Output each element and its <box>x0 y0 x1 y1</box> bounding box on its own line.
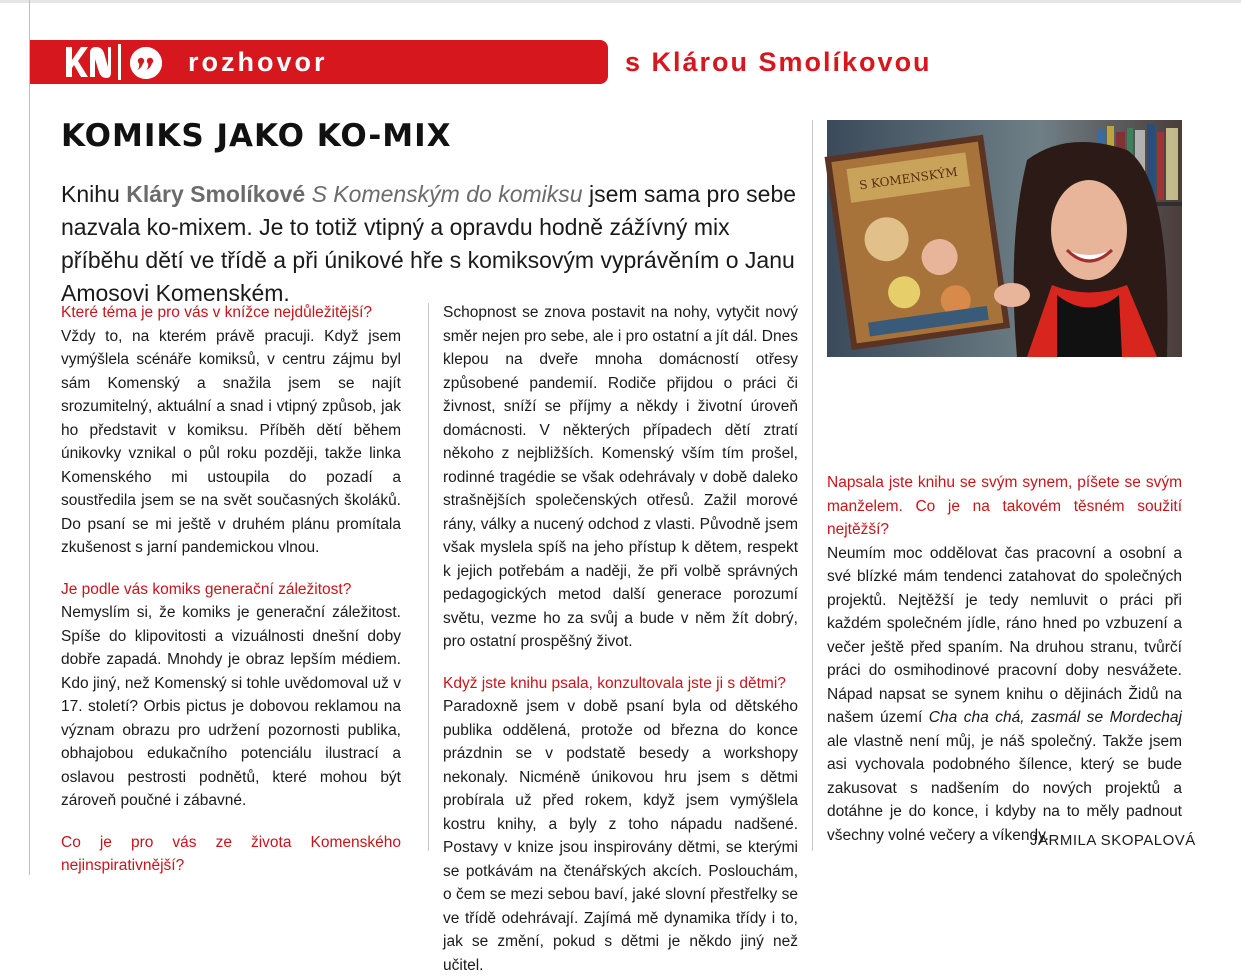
column-rule <box>812 120 813 851</box>
article-column-2 <box>443 301 798 974</box>
article-column-3 <box>827 377 1182 847</box>
continued-spacer <box>827 377 1182 453</box>
book-title: S Komenským do komiksu <box>311 181 583 207</box>
logo-separator <box>118 44 121 80</box>
interview-answer: Vždy to, na kterém právě pracuji. Když jsem vymýšlela scénáře komiksů, v centru zájmu byl sám Komenský a snažila jsem se najít srozumitelný, aktuální a snad i vtipný způsob, jak ho představit v komiksu. Příběh dětí během únikovky vznikal o půl roku později, takže linka Komenského mi ustoupila do pozadí a soustředila jsem se na svět současných školáků. Do psaní se mi ještě v druhém plánu promítala zkušenost s jarní pandemickou vlnou. <box>61 327 401 556</box>
column-rule <box>428 303 429 851</box>
article-headline: KOMIKS JAKO KO-MIX <box>61 118 452 154</box>
book-title: Cha cha chá, zasmál se Mordechaj <box>928 709 1182 726</box>
interview-answer: Neumím moc oddělovat čas pracovní a osobní a své blízké mám tendenci zatahovat do společných projektů. Nejtěžší je tedy nemluvit o práci při každém společném jídle, ráno hned po vzbuzení a večer ještě před spaním. Na druhou stranu, tvůrčí práci do osmihodinové pracovní doby nesvážete. Nápad napsat se synem knihu o dějinách Židů na našem území Cha cha chá, zasmál se Mordechaj ale vlastně není můj, je náš společný. Takže jsem asi vychovala podobného šílence, který se bude zakusovat s nadšením do nových projektů a dotáhne je do konce, i kdyby na to měly padnout všechny volné večery a víkendy. <box>827 544 1182 844</box>
page-gutter-rule <box>29 0 30 875</box>
article-lead: Knihu Kláry Smolíkové S Komenským do komiksu jsem sama pro sebe nazvala ko-mixem. Je to totiž vtipný a opravdu hodně zážívný mix příběhu dětí ve třídě a při únikové hře s komiksovým vyprávěním o Janu Amosovi Komenském. <box>61 181 797 306</box>
interview-partner: s Klárou Smolíkovou <box>625 47 932 77</box>
interview-question: Napsala jste knihu se svým synem, píšete se svým manželem. Co je na takovém těsném soužití nejtěžší? <box>827 474 1182 538</box>
quote-icon <box>130 47 162 79</box>
svg-text:S KOMENSKÝM: S KOMENSKÝM <box>858 164 959 193</box>
interview-question: Když jste knihu psala, konzultovala jste ji s dětmi? <box>443 674 786 692</box>
interview-answer: Nemyslím si, že komiks je generační záležitost. Spíše do klipovitosti a vizuálnosti dnešní doby dobře zapadá. Mnohdy je obraz lepším médiem. Kdo jiný, než Komenský si tohle uvědomoval už v 17. století? Orbis pictus je dobovou reklamou na význam obrazu pro udržení pozornosti publika, obhajobou edukačního potenciálu ilustrací a oslavou pestrosti podnětů, které mohou být zároveň poučné i zábavné. <box>61 604 401 809</box>
top-rule <box>0 0 1241 3</box>
section-label: rozhovor <box>188 47 328 77</box>
interview-answer: Schopnost se znova postavit na nohy, vytyčit nový směr nejen pro sebe, ale i pro ostatní a jít dál. Dnes klepou na dveře mnoha domácností otřesy způsobené pandemií. Rodiče přijdou o práci či živnost, sníží se příjmy a někdy i životní úroveň domácnosti. V některých případech dětí ztratí někoho z nejbližších. Komenský vším tím prošel, rodinné tragédie se však odehrávaly v době daleko strašnějších společenských otřesů. Zažil morové rány, války a nucený odchod z vlasti. Původně jsem však myslela spíš na jeho přístup k dětem, respekt k jejich potřebám a naději, že při volbě správných pedagogických metod další generace porozumí světu, vezme ho za svůj a bude v něm žít dobrý, pro ostatní prospěšný život. <box>443 304 798 650</box>
kn-logo-icon <box>64 45 112 79</box>
interview-question: Je podle vás komiks generační záležitost? <box>61 580 352 598</box>
author-photo <box>827 120 1182 357</box>
article-column-1 <box>61 301 401 878</box>
interview-question: Které téma je pro vás v knížce nejdůležitější? <box>61 304 373 321</box>
interview-answer: Paradoxně jsem v době psaní byla od dětského publika oddělená, protože od března do konce prázdnin se v podstatě besedy a workshopy nekonaly. Nicméně únikovou hru jsem s dětmi probírala už před rokem, když jsem vymýšlela kostru knihy, a byly z toho nápadu nadšené. Postavy v knize jsou inspirovány dětmi, se kterými se potkávám na čtenářských akcích. Poslouchám, o čem se mezi sebou baví, jaké slovní přestřelky se ve třídě odehrávají. Zajímá mě dynamika třídy i to, jak se změní, pokud s dětmi je někdo jiný než učitel. <box>443 698 798 974</box>
author-name: Kláry Smolíkové <box>126 181 306 207</box>
author-byline: JARMILA SKOPALOVÁ <box>1030 832 1196 849</box>
interview-question: Co je pro vás ze života Komenského nejinspirativnější? <box>61 833 401 874</box>
